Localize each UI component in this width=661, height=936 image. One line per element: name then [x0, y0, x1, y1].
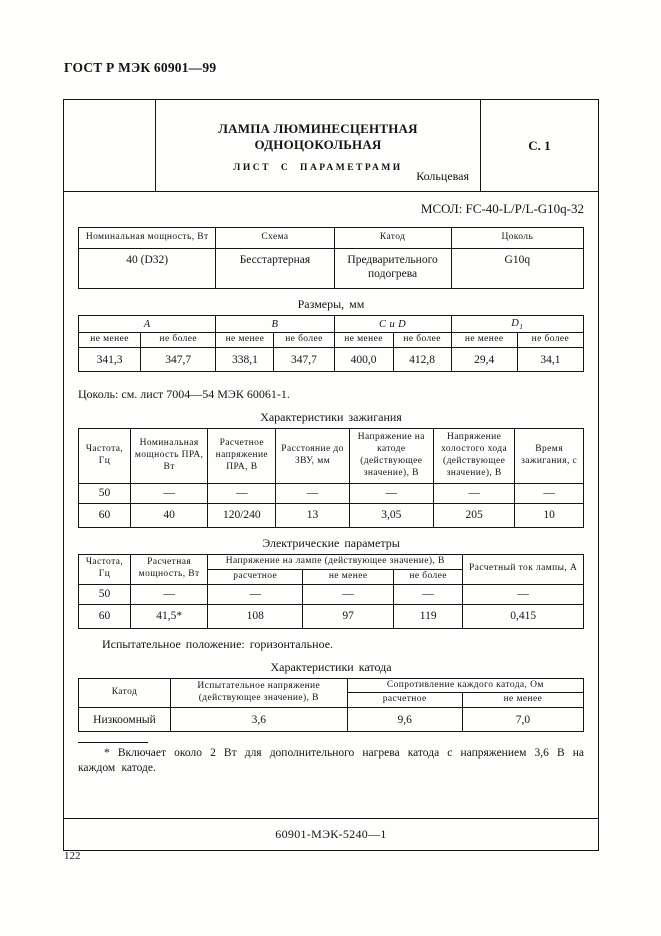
dimension-value: 400,0 — [334, 348, 393, 372]
cathode-cell-type: Низкоомный — [79, 708, 171, 732]
cathode-header-test-voltage: Испытательное напряжение (действующее значение), В — [170, 678, 347, 708]
ignition-cell: — — [208, 483, 276, 503]
title-block-empty-cell — [64, 100, 156, 191]
table-row — [79, 503, 584, 527]
sheet-body — [64, 201, 598, 818]
table-row — [79, 249, 584, 289]
ignition-cell: 10 — [515, 503, 584, 527]
ignition-cell: 40 — [131, 503, 208, 527]
subheader-min: не менее — [462, 693, 583, 708]
ignition-cell: — — [433, 483, 514, 503]
ignition-cell: — — [515, 483, 584, 503]
footnote: * Включает около 2 Вт для дополнительного нагрева катода с напряжением 3,6 В на каждом катоде. — [78, 747, 584, 775]
cathode-table — [78, 678, 584, 733]
dimension-value: 34,1 — [517, 348, 583, 372]
table-row — [79, 584, 584, 604]
general-table — [78, 227, 584, 289]
test-position-note: Испытательное положение: горизонтальное. — [102, 636, 334, 651]
general-header-cap: Цоколь — [451, 228, 583, 249]
general-header-cathode: Катод — [334, 228, 451, 249]
lamp-title: ЛАМПА ЛЮМИНЕСЦЕНТНАЯ ОДНОЦОКОЛЬНАЯ — [218, 121, 418, 152]
ignition-cell: 13 — [276, 503, 349, 527]
ignition-header-starter-distance: Расстояние до ЗВУ, мм — [276, 429, 349, 484]
electrical-cell: 119 — [394, 604, 463, 628]
dimension-value: 341,3 — [79, 348, 141, 372]
lamp-variant: Кольцевая — [416, 169, 469, 183]
subheader-min: не менее — [216, 333, 274, 348]
electrical-cell: 41,5* — [131, 604, 208, 628]
electrical-cell: — — [208, 584, 303, 604]
electrical-cell: 97 — [303, 604, 394, 628]
lamp-code: МСОЛ: FC-40-L/P/L-G10q-32 — [420, 201, 584, 216]
ignition-cell: 120/240 — [208, 503, 276, 527]
table-row — [79, 708, 584, 732]
electrical-cell: — — [463, 584, 584, 604]
sheet-number: С. 1 — [480, 100, 598, 191]
sheet-subtitle: ЛИСТ С ПАРАМЕТРАМИ — [233, 163, 403, 173]
general-cell-circuit: Бесстартерная — [216, 249, 334, 289]
dimension-value: 347,7 — [274, 348, 334, 372]
ignition-title: Характеристики зажигания — [260, 410, 402, 425]
dimensions-table — [78, 315, 584, 372]
dimension-group-row — [79, 316, 584, 333]
cap-note: Цоколь: см. лист 7004—54 МЭК 60061-1. — [78, 387, 290, 402]
electrical-header-frequency: Частота, Гц — [79, 554, 131, 584]
subheader-rated: расчетное — [208, 569, 303, 584]
title-block — [64, 100, 598, 192]
table-header-row — [79, 678, 584, 693]
ignition-header-ignition-time: Время зажигания, с — [515, 429, 584, 484]
electrical-cell: — — [303, 584, 394, 604]
ignition-cell: 60 — [79, 503, 131, 527]
ignition-cell: 205 — [433, 503, 514, 527]
ignition-header-frequency: Частота, Гц — [79, 429, 131, 484]
electrical-title: Электрические параметры — [262, 535, 400, 550]
electrical-cell: 108 — [208, 604, 303, 628]
ignition-header-cathode-voltage: Напряжение на катоде (действующее значение), В — [349, 429, 433, 484]
table-header-row — [79, 429, 584, 484]
ignition-cell: 3,05 — [349, 503, 433, 527]
sheet-footer-number: 60901-МЭК-5240—1 — [64, 818, 598, 850]
cathode-cell-min: 7,0 — [462, 708, 583, 732]
cathode-cell-voltage: 3,6 — [170, 708, 347, 732]
subheader-max: не более — [517, 333, 583, 348]
dimension-group-cd: C и D — [334, 316, 451, 333]
subheader-max: не более — [394, 569, 463, 584]
ignition-header-open-circuit-voltage: Напряжение холостого хода (действующее значение), В — [433, 429, 514, 484]
electrical-cell: — — [394, 584, 463, 604]
general-header-power: Номинальная мощность, Вт — [79, 228, 216, 249]
cathode-header-type: Катод — [79, 678, 171, 708]
electrical-header-power: Расчетная мощность, Вт — [131, 554, 208, 584]
electrical-cell: 60 — [79, 604, 131, 628]
electrical-header-lamp-voltage: Напряжение на лампе (действующее значение), В — [208, 554, 463, 569]
general-cell-cap: G10q — [451, 249, 583, 289]
subheader-max: не более — [141, 333, 216, 348]
title-block-center — [156, 100, 480, 191]
standard-designation: ГОСТ Р МЭК 60901—99 — [64, 60, 217, 75]
dimension-value: 338,1 — [216, 348, 274, 372]
ignition-cell: — — [276, 483, 349, 503]
page-number: 122 — [64, 850, 81, 862]
ignition-table — [78, 428, 584, 528]
subheader-min: не менее — [334, 333, 393, 348]
ignition-cell: — — [349, 483, 433, 503]
general-cell-cathode: Предварительного подогрева — [334, 249, 451, 289]
dimension-group-a: A — [79, 316, 216, 333]
table-row — [79, 348, 584, 372]
electrical-header-current: Расчетный ток лампы, А — [463, 554, 584, 584]
dimension-value: 412,8 — [393, 348, 451, 372]
electrical-cell: — — [131, 584, 208, 604]
table-header-row — [79, 554, 584, 569]
cathode-title: Характеристики катода — [270, 659, 392, 674]
dimension-group-b: B — [216, 316, 334, 333]
dimension-value: 29,4 — [451, 348, 517, 372]
dimensions-title: Размеры, мм — [297, 297, 365, 311]
cathode-header-resistance: Сопротивление каждого катода, Ом — [347, 678, 583, 693]
dimension-value: 347,7 — [141, 348, 216, 372]
electrical-cell: 0,415 — [463, 604, 584, 628]
table-row — [79, 604, 584, 628]
table-row — [79, 483, 584, 503]
footnote-rule — [78, 742, 148, 743]
subheader-rated: расчетное — [347, 693, 462, 708]
subheader-min: не менее — [79, 333, 141, 348]
general-header-circuit: Схема — [216, 228, 334, 249]
dimension-subheader-row — [79, 333, 584, 348]
subheader-min: не менее — [303, 569, 394, 584]
dimension-group-d1: $D_1$ — [451, 316, 583, 333]
subheader-min: не менее — [451, 333, 517, 348]
subheader-max: не более — [393, 333, 451, 348]
ignition-cell: 50 — [79, 483, 131, 503]
ignition-header-ballast-power: Номинальная мощность ПРА, Вт — [131, 429, 208, 484]
ignition-header-ballast-voltage: Расчетное напряжение ПРА, В — [208, 429, 276, 484]
subheader-max: не более — [274, 333, 334, 348]
electrical-table — [78, 554, 584, 629]
table-header-row — [79, 228, 584, 249]
parameter-sheet — [63, 99, 599, 851]
electrical-cell: 50 — [79, 584, 131, 604]
ignition-cell: — — [131, 483, 208, 503]
cathode-cell-rated: 9,6 — [347, 708, 462, 732]
general-cell-power: 40 (D32) — [79, 249, 216, 289]
